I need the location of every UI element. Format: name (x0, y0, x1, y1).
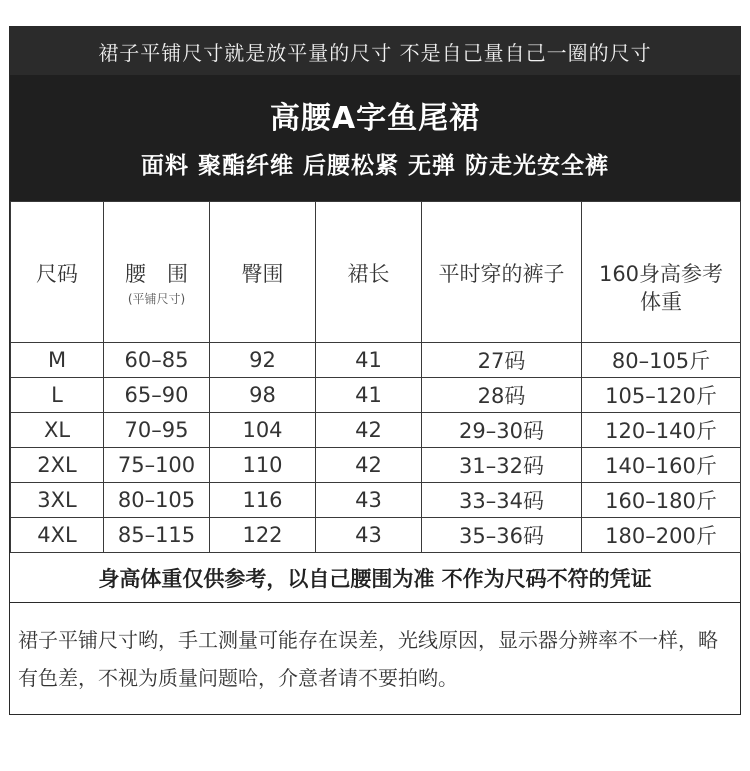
cell-waist: 75–100 (104, 448, 210, 483)
cell-weight: 180–200斤 (582, 518, 741, 553)
waist-flat-note: (平铺尺寸) (127, 292, 186, 306)
size-table (10, 201, 741, 553)
table-row (11, 483, 741, 518)
size-table-header-row (11, 202, 741, 343)
cell-waist: 65–90 (104, 378, 210, 413)
cell-size: 4XL (11, 518, 104, 553)
table-row (11, 413, 741, 448)
cell-waist: 60–85 (104, 343, 210, 378)
cell-pants-size: 27码 (422, 343, 582, 378)
measurement-footnote: 裙子平铺尺寸哟，手工测量可能存在误差，光线原因，显示器分辨率不一样，略有色差，不视为质量问题哈，介意者请不要拍哟。 (18, 628, 718, 690)
cell-pants-size: 28码 (422, 378, 582, 413)
cell-hip: 116 (210, 483, 316, 518)
size-chart-card (9, 26, 741, 715)
cell-size: 2XL (11, 448, 104, 483)
cell-hip: 92 (210, 343, 316, 378)
cell-size: 3XL (11, 483, 104, 518)
cell-pants-size: 33–34码 (422, 483, 582, 518)
cell-size: M (11, 343, 104, 378)
cell-length: 42 (316, 448, 422, 483)
cell-waist: 80–105 (104, 483, 210, 518)
cell-hip: 122 (210, 518, 316, 553)
header-length: 裙长 (316, 202, 422, 343)
cell-pants-size: 31–32码 (422, 448, 582, 483)
cell-pants-size: 35–36码 (422, 518, 582, 553)
product-header (10, 75, 740, 201)
table-row (11, 343, 741, 378)
cell-waist: 85–115 (104, 518, 210, 553)
cell-size: L (11, 378, 104, 413)
product-title: 高腰A字鱼尾裙 (269, 101, 481, 136)
header-pants-size: 平时穿的裤子 (422, 202, 582, 343)
product-specs: 面料 聚酯纤维 后腰松紧 无弹 防走光安全裤 (140, 153, 610, 179)
cell-weight: 120–140斤 (582, 413, 741, 448)
cell-hip: 98 (210, 378, 316, 413)
header-waist: 腰 围 (平铺尺寸) (104, 202, 210, 343)
measurement-notice (10, 27, 740, 75)
cell-weight: 80–105斤 (582, 343, 741, 378)
cell-length: 41 (316, 378, 422, 413)
table-row (11, 378, 741, 413)
cell-weight: 140–160斤 (582, 448, 741, 483)
cell-length: 41 (316, 343, 422, 378)
cell-hip: 110 (210, 448, 316, 483)
header-weight: 160身高参考体重 (582, 202, 741, 343)
cell-size: XL (11, 413, 104, 448)
measurement-notice-text: 裙子平铺尺寸就是放平量的尺寸 不是自己量自己一圈的尺寸 (98, 40, 652, 65)
cell-length: 42 (316, 413, 422, 448)
cell-length: 43 (316, 483, 422, 518)
header-hip: 臀围 (210, 202, 316, 343)
table-row (11, 448, 741, 483)
cell-length: 43 (316, 518, 422, 553)
cell-weight: 160–180斤 (582, 483, 741, 518)
cell-hip: 104 (210, 413, 316, 448)
cell-pants-size: 29–30码 (422, 413, 582, 448)
cell-waist: 70–95 (104, 413, 210, 448)
header-size: 尺码 (11, 202, 104, 343)
cell-weight: 105–120斤 (582, 378, 741, 413)
table-row (11, 518, 741, 553)
size-disclaimer: 身高体重仅供参考，以自己腰围为准 不作为尺码不符的凭证 (10, 553, 740, 603)
